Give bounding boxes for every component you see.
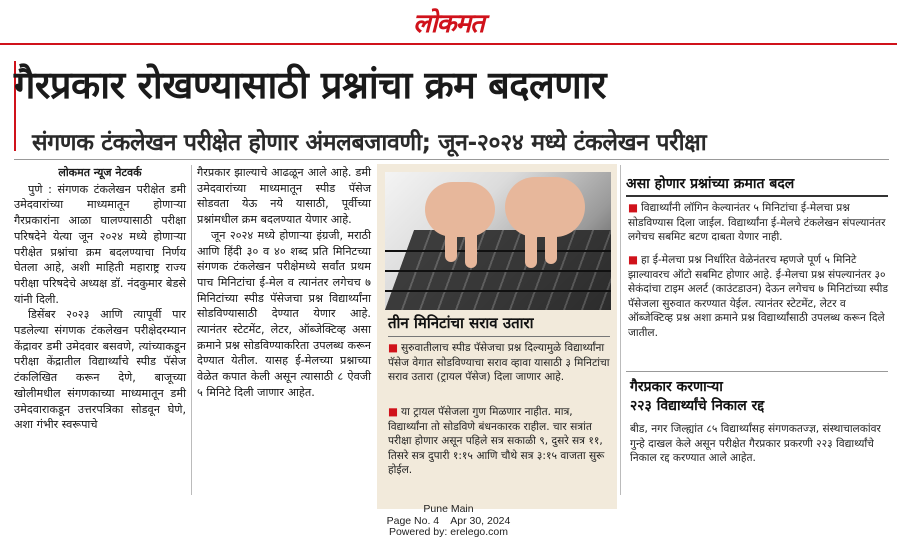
sidebar-bullet: ■ विद्यार्थ्यांनी लॉगिन केल्यानंतर ५ मिनिटांचा ई-मेलचा प्रश्न सोडविण्यास दिला जाईल. विद्यार्थ्यांना ई-मेलचे टंकलेखन संपल्यानंतर लगेचच सबमिट बटण दाबता येणार नाही. bbox=[628, 202, 886, 244]
bullet-icon: ■ bbox=[388, 342, 399, 354]
sidebar2-title: गैरप्रकार करणाऱ्या २२३ विद्यार्थ्यांचे निकाल रद्द bbox=[630, 379, 765, 414]
finger bbox=[465, 224, 477, 268]
finger bbox=[525, 224, 537, 268]
headline-divider bbox=[14, 159, 889, 160]
paragraph: गैरप्रकार झाल्याचे आढळून आले आहे. डमी उमेदवारांच्या माध्यमातून स्पीड पॅसेज सोडवता येऊ नये यासाठी, पूर्वीच्या प्रश्नांमधील क्रम बदलण्यात येणार आहे. bbox=[197, 166, 371, 227]
sidebar-bullet: ■ हा ई-मेलचा प्रश्न निर्धारित वेळेनंतरच म्हणजे पूर्ण ५ मिनिटे झाल्यावरच ऑटो सबमिट होणार आहे. ई-मेलचा प्रश्न संपल्यानंतर ३० सेकंदांचा टाइम अलर्ट (काउंटडाउन) देऊन लगेचच ७ मिनिटांच्या स्पीड पॅसेजला सुरुवात करण्यात येईल. त्यानंतर स्टेटमेंट, लेटर व ऑब्जेक्टिव्ह प्रश्न अशा क्रमाने प्रश्न विद्यार्थ्यांसाठी उपलब्ध करून दिले जातील. bbox=[628, 254, 889, 339]
box-title-rule bbox=[388, 336, 610, 337]
box-bullet: ■ या ट्रायल पॅसेजला गुण मिळणार नाहीत. मात्र, विद्यार्थ्यांना तो सोडविणे बंधनकारक राहील. चार सत्रांत परीक्षा होणार असून पहिले सत्र सकाळी ९, दुसरे सत्र ११, तिसरे सत्र दुपारी १:१५ आणि चौथे सत्र ३:१५ वाजता सुरू होईल. bbox=[388, 406, 605, 477]
masthead-logo: लोकमत bbox=[413, 9, 484, 39]
finger bbox=[545, 222, 557, 264]
footer-edition: Pune Main bbox=[423, 503, 474, 515]
headline: गैरप्रकार रोखण्यासाठी प्रश्नांचा क्रम बदलणार bbox=[14, 63, 607, 107]
footer-powered: Powered by: erelego.com bbox=[388, 526, 509, 538]
page-footer bbox=[0, 504, 897, 539]
column-divider bbox=[620, 165, 621, 495]
column-divider bbox=[191, 165, 192, 495]
bullet-icon: ■ bbox=[628, 202, 639, 214]
paragraph: जून २०२४ मध्ये होणाऱ्या इंग्रजी, मराठी आणि हिंदी ३० व ४० शब्द प्रति मिनिटच्या संगणक टंकलेखन परीक्षेमध्ये सर्वांत प्रथम पाच मिनिटांचा ई-मेल व त्यानंतर लगेचच ७ मिनिटांच्या स्पीड पॅसेजचा प्रश्न विद्यार्थ्यांना सोडविण्यासाठी देण्यात येणार आहे. त्यानंतर स्टेटमेंट, लेटर, ऑब्जेक्टिव्ह असा क्रमाने प्रश्न सोडविण्याकरिता उपलब्ध करून देण्यात येतील. यासह ई-मेलच्या प्रश्नाच्या वेळेत कपात केली असून त्यासाठी ८ ऐवजी ५ मिनिटे दिली जाणार आहेत. bbox=[197, 228, 371, 399]
finger bbox=[445, 222, 457, 262]
left-hand bbox=[425, 182, 495, 237]
sidebar-title: असा होणार प्रश्नांच्या क्रमात बदल bbox=[626, 176, 795, 192]
sidebar2-rule bbox=[626, 371, 888, 372]
byline: लोकमत न्यूज नेटवर्क bbox=[58, 166, 142, 179]
box-bullet: ■ सुरुवातीलाच स्पीड पॅसेजचा प्रश्न दिल्यामुळे विद्यार्थ्यांना पॅसेज वेगात सोडविण्याचा सराव व्हावा यासाठी ३ मिनिटांचा सराव उतारा (ट्रायल पॅसेज) दिला जाणार आहे. bbox=[388, 342, 610, 384]
paragraph: पुणे : संगणक टंकलेखन परीक्षेत डमी उमेदवारांच्या माध्यमातून होणाऱ्या गैरप्रकारांना आळा घालण्यासाठी परीक्षा परिषदेने येत्या जून २०२४ मध्ये होणाऱ्या परीक्षेत प्रश्नांचा क्रम बदलण्याचा निर्णय घेतला आहे, अशी माहिती महाराष्ट्र राज्य परीक्षा परिषदेचे अध्यक्ष डॉ. नंदकुमार बेडसे यांनी दिली. bbox=[14, 182, 186, 306]
keyboard-typing-photo bbox=[385, 172, 611, 310]
box-title: तीन मिनिटांचा सराव उतारा bbox=[388, 314, 534, 332]
article-column-1 bbox=[14, 165, 186, 433]
footer-page-info: Page No. 4 Apr 30, 2024 bbox=[386, 514, 511, 527]
article-column-2 bbox=[197, 165, 371, 401]
bullet-icon: ■ bbox=[388, 406, 399, 418]
subheadline: संगणक टंकलेखन परीक्षेत होणार अंमलबजावणी; जून-२०२४ मध्ये टंकलेखन परीक्षा bbox=[32, 130, 707, 156]
masthead-rule bbox=[0, 43, 897, 45]
sidebar2-body: बीड, नगर जिल्ह्यांत ८५ विद्यार्थ्यांसह संगणकतज्ज्ञ, संस्थाचालकांवर गुन्हे दाखल केले असून परीक्षेत गैरप्रकार प्रकरणी २२३ विद्यार्थ्यांचे निकाल रद्द करण्यात आले आहेत. bbox=[630, 423, 881, 465]
paragraph: डिसेंबर २०२३ आणि त्यापूर्वी पार पडलेल्या संगणक टंकलेखन परीक्षेदरम्यान केंद्रावर डमी उमेदवार बसवणे, त्यांच्याकडून परीक्षा केंद्रातील विद्यार्थ्यांचे स्पीड पॅसेज टंकलिखित करून देणे, बाजूच्या खोलीमधील संगणकाच्या माध्यमातून डमी उमेदवाराकडून उत्तरपत्रिका सोडवून घेणे, अशा गंभीर स्वरूपाचे bbox=[14, 308, 186, 432]
bullet-icon: ■ bbox=[628, 254, 639, 266]
sidebar-title-rule bbox=[626, 195, 888, 197]
